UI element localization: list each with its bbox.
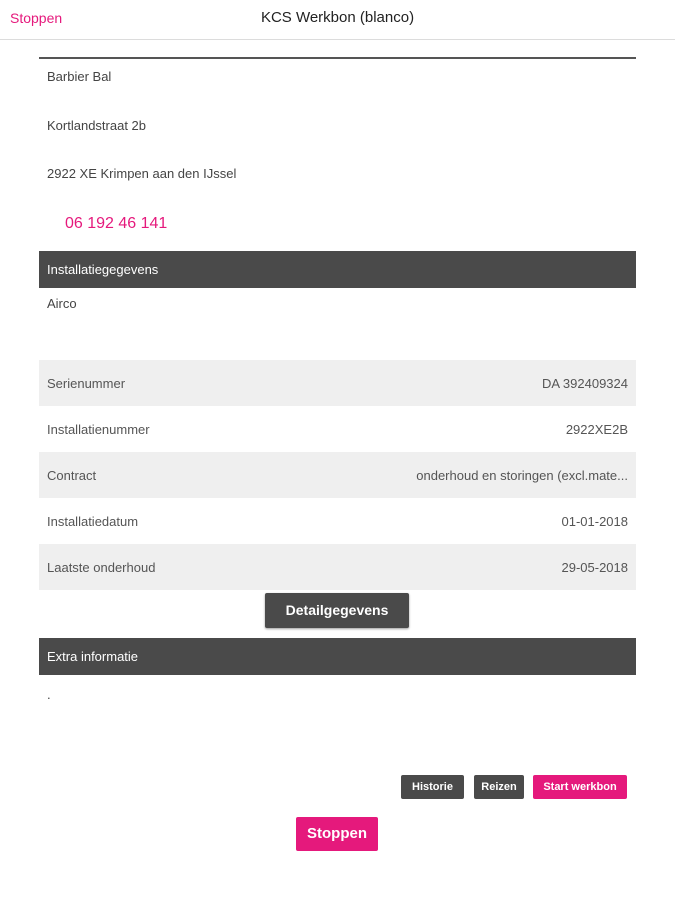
info-row-last-maintenance xyxy=(39,544,636,590)
info-row-contract xyxy=(39,452,636,498)
info-row-installation-number xyxy=(39,406,636,452)
start-work-order-button[interactable]: Start werkbon xyxy=(533,775,627,799)
info-row-serial-number xyxy=(39,360,636,406)
work-order-content xyxy=(39,57,636,715)
stop-nav-button[interactable]: Stoppen xyxy=(10,10,63,26)
row-label: Installatiedatum xyxy=(47,513,139,529)
installation-type: Airco xyxy=(47,296,77,311)
installation-section-header: Installatiegegevens xyxy=(39,251,636,288)
history-button[interactable]: Historie xyxy=(401,775,464,799)
row-label: Contract xyxy=(47,467,97,483)
details-button[interactable]: Detailgegevens xyxy=(265,593,409,628)
customer-street: Kortlandstraat 2b xyxy=(47,118,147,133)
trips-button[interactable]: Reizen xyxy=(474,775,524,799)
info-row-installation-date xyxy=(39,498,636,544)
detail-button-container xyxy=(39,590,636,638)
page-title: KCS Werkbon (blanco) xyxy=(260,9,415,26)
row-value: DA 392409324 xyxy=(541,375,628,391)
extra-info-text: . xyxy=(47,687,51,702)
row-value: 01-01-2018 xyxy=(561,513,628,529)
customer-phone-link[interactable]: 06 192 46 141 xyxy=(65,215,168,232)
stop-button[interactable]: Stoppen xyxy=(296,817,378,851)
row-value: 29-05-2018 xyxy=(561,559,628,575)
row-value: 2922XE2B xyxy=(565,421,628,437)
row-label: Installatienummer xyxy=(47,421,150,437)
row-label: Laatste onderhoud xyxy=(47,559,156,575)
row-label: Serienummer xyxy=(47,375,126,391)
row-value: onderhoud en storingen (excl.mate... xyxy=(416,467,628,483)
customer-city: 2922 XE Krimpen aan den IJssel xyxy=(47,166,237,181)
customer-name: Barbier Bal xyxy=(47,69,112,84)
navigation-bar xyxy=(0,0,675,40)
extra-info-section-header: Extra informatie xyxy=(39,638,636,675)
